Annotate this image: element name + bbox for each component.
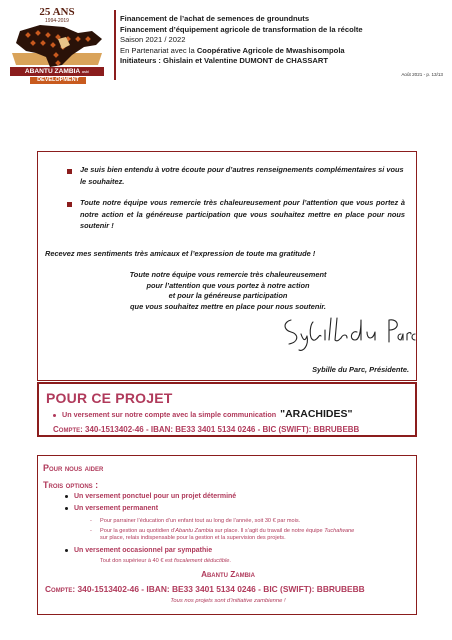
logo-africa-map-icon — [6, 23, 108, 69]
help-option-3-detail: Tout don supérieur à 40 € est fiscalement déductible. — [100, 558, 231, 564]
letter-closing: Toute notre équipe vous remercie très chaleureusement pour l’attention que vous portez à notre action et pour la généreuse participation que vous souhaitez mettre en place pour nous soutenir. — [129, 270, 327, 311]
project-account: Compte: 340-1513402-46 - IBAN: BE33 3401 5134 0246 - BIC (SWIFT): BBRUBEBB — [53, 425, 360, 434]
header-date-page: Août 2021 - p. 13/13 — [401, 72, 443, 77]
help-option-3: Un versement occasionnel par sympathie — [65, 547, 212, 554]
bullet-square-icon — [67, 202, 72, 207]
letter-paragraph-2: Toute notre équipe vous remercie très chaleureusement pour l’attention que vous portez à notre action et la généreuse participation que vous souhaitez mettre en place pour nous soutenir ! — [80, 198, 405, 231]
help-subtitle: Trois options : — [43, 480, 99, 490]
signer-name: Sybille du Parc, Présidente. — [312, 365, 409, 374]
project-box — [37, 382, 417, 437]
bullet-dot-icon — [65, 495, 68, 498]
handwritten-signature — [281, 312, 419, 354]
header-line-1: Financement de l’achat de semences de groundnuts — [120, 14, 310, 23]
project-communication: "ARACHIDES" — [280, 408, 353, 420]
logo-brand: ABANTU ZAMBIA asbl — [10, 67, 104, 76]
project-title: POUR CE PROJET — [46, 390, 173, 406]
letter-paragraph-1: Je suis bien entendu à votre écoute pour d’autres renseignements complémentaires si vous le souhaitez. — [80, 165, 404, 186]
header-divider — [114, 10, 116, 80]
bullet-square-icon — [67, 169, 72, 174]
header-text — [120, 14, 450, 67]
logo-development: DEVELOPMENT — [30, 77, 86, 84]
logo-years: 1994-2019 — [45, 18, 69, 24]
help-option-1: Un versement ponctuel pour un projet déterminé — [65, 493, 236, 500]
help-brand: Abantu Zambia — [201, 570, 255, 579]
help-account: Compte: 340-1513402-46 - IBAN: BE33 3401 5134 0246 - BIC (SWIFT): BBRUBEBB — [45, 584, 365, 594]
bullet-dot-icon — [65, 507, 68, 510]
project-instruction: Un versement sur notre compte avec la simple communication "ARACHIDES" — [53, 408, 353, 420]
header-line-2: Financement d’équipement agricole de transformation de la récolte — [120, 24, 363, 34]
bullet-dot-icon — [53, 414, 56, 417]
letter-box — [37, 151, 417, 381]
help-box — [37, 455, 417, 615]
help-option-2-detail-2: - Pour la gestion au quotidien d’Abantu Zambia sur place. Il s’agit du travail de notre équipe Tuchafwane sur place, relais indispensable pour la gestion et la supervision des projets. — [90, 528, 355, 542]
header-line-4: En Partenariat avec la Coopérative Agricole de Mwashisompola — [120, 45, 345, 55]
help-title: Pour nous aider — [43, 463, 104, 473]
help-option-2-detail-1: - Pour parrainer l’éducation d’un enfant tout au long de l’année, soit 30 € par mois. — [90, 518, 301, 524]
help-option-2: Un versement permanent — [65, 505, 158, 512]
header-line-3: Saison 2021 / 2022 — [120, 35, 186, 45]
abantu-zambia-logo — [6, 6, 108, 92]
help-footer: Tous nos projets sont d’initiative zambienne ! — [170, 598, 286, 604]
letter-paragraph-3: Recevez mes sentiments très amicaux et l’expression de toute ma gratitude ! — [45, 249, 316, 258]
header-line-5: Initiateurs : Ghislain et Valentine DUMONT de CHASSART — [120, 56, 329, 66]
logo-anniversary: 25 ANS — [39, 6, 75, 18]
bullet-dot-icon — [65, 549, 68, 552]
